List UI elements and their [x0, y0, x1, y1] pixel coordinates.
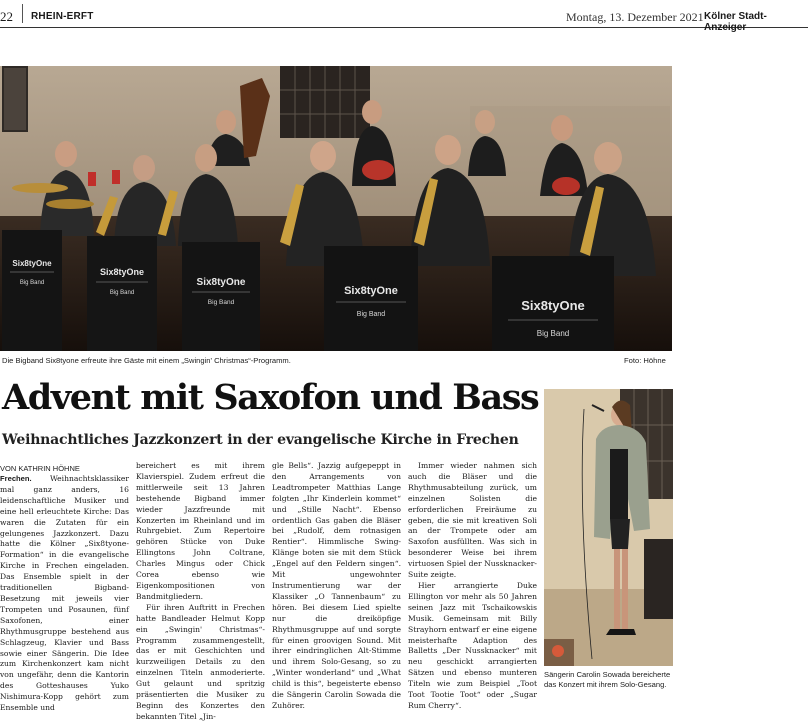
- stand-sub-1: Big Band: [19, 280, 45, 286]
- article-paragraph: gle Bells“. Jazzig aufgepeppt in den Arrangements von Leadtrompeter Matthias Lange folgten „Ihr Kinderlein kommet“ und „Stille Nacht“. Ebenso ordentlich Gas gaben die Bläser bei „Rudolf, dem rotnasigen Rentier“. Himmlische Swing-Klänge boten sie mit dem Stück „Engel auf den Feldern singen“. Mit ungewohnter Instrumentierung war der Klassiker „O Tannenbaum“ zu hören. Bei diesem Lied spielte nur die dreiköpfige Rhythmusgruppe auf und sorgte für einen groovigen Sound. Mit ihrer eindringlichen Alt-Stimme und ihrem Solo-Gesang, so zu „Winter wonderland“ und „What child is this“, begeisterte ebenso die Sängerin Carolin Sowada die Zuhörer.: [272, 461, 401, 710]
- issue-date: Montag, 13. Dezember 2021: [566, 10, 704, 24]
- stand-sub-3: Big Band: [207, 299, 235, 306]
- article-paragraph: [0, 474, 129, 714]
- singer-photo: [544, 389, 673, 666]
- stand-logo-4: Six8tyOne: [344, 285, 398, 297]
- newspaper-name: Kölner Stadt-Anzeiger: [704, 11, 767, 33]
- stand-sub-4: Big Band: [356, 311, 386, 318]
- header-divider: [22, 4, 23, 23]
- stand-logo-2: Six8tyOne: [99, 267, 145, 277]
- stand-sub-5: Big Band: [536, 329, 570, 338]
- stand-logo-1: Six8tyOne: [12, 259, 52, 268]
- article-paragraph: Hier arrangierte Duke Ellington vor mehr als 50 Jahren seinen Jazz mit Tschaikowskis Musik. Gemeinsam mit Billy Strayhorn entwarf er eine eigene meisterhafte Adaption des Balletts „Der Nussknacker“ mit neu geschickt arrangierten Sätzen und ebenso munteren Titeln wie zum Beispiel „Toot Toot Tootie Toot“ oder „Sugar Rum Cherry“.: [408, 580, 537, 710]
- article-paragraph: bereichert es mit ihrem Klavierspiel. Zudem erfreut die mittlerweile seit 13 Jahren bestehende Bigband immer wieder Jazzfreunde mit Konzerten im Rheinland und im Ruhrgebiet. Zum Repertoire gehören Stücke von Duke Ellingtons John Coltrane, Charles Mingus oder Chick Corea ebenso wie Eigenkompositionen von Bandmitgliedern.: [136, 461, 265, 601]
- stand-logo-5: Six8tyOne: [521, 298, 585, 313]
- article-column-1: [0, 474, 129, 714]
- stand-sub-2: Big Band: [109, 290, 135, 296]
- section-name: RHEIN-ERFT: [31, 11, 94, 22]
- paragraph-text: Weihnachtsklassiker mal ganz anders, 16 leidenschaftliche Musiker und eine hell erleuchtete Kirche: Das waren die Zutaten für ein gelungenes Jazzkonzert. Dazu hatte die Kölner „Six8tyone-Formation“ in die evangelische Kirche in Frechen eingeladen. Das Ensemble spielt in der traditionellen Bigband-Besetzung mit jeweils vier Trompeten und Posaunen, fünf Saxofonen, einer Rhythmusgruppe bestehend aus Schlagzeug, Klavier und Bass sowie einer Sängerin. Die Idee zum Kirchenkonzert kam nicht von ungefähr, denn die Kantorin des Gotteshauses Yuko Nishimura-Kopp gehört zum Ensemble und: [0, 474, 129, 713]
- main-photo-credit: Foto: Höhne: [624, 356, 666, 365]
- article-byline: VON KATHRIN HÖHNE: [0, 464, 80, 473]
- bigband-photo: [0, 66, 672, 351]
- page-number: 22: [0, 9, 13, 24]
- dateline: Frechen.: [0, 474, 32, 483]
- article-column-2: [136, 461, 265, 723]
- article-column-4: [408, 461, 537, 712]
- article-headline: Advent mit Saxofon und Bass: [2, 377, 539, 418]
- page-header: [0, 0, 808, 33]
- article-paragraph: Immer wieder nahmen sich auch die Bläser und die Rhythmusabteilung zurück, um einzelnen Solisten die erforderlichen Freiräume zu geben, die sie mit kreativen Soli an der Trompete oder am Saxofon ausfüllten. Was sich in besonderer Weise bei ihrem virtuosen Spiel der Nussknacker-Suite zeigte.: [408, 461, 537, 580]
- article-paragraph: Für ihren Auftritt in Frechen hatte Bandleader Helmut Kopp ein „Swingin' Christmas“-Programm zusammengestellt, das er mit Geschichten und kurzweiligen Details zu den einzelnen Titeln anmoderierte. Gut gelaunt und spritzig präsentierten die Musiker zu Beginn des Konzertes den bekannten Titel „Jin-: [136, 602, 265, 721]
- stand-logo-3: Six8tyOne: [196, 277, 246, 288]
- main-photo-caption: Die Bigband Six8tyone erfreute ihre Gäste mit einem „Swingin' Christmas“-Programm.: [2, 356, 291, 365]
- article-subheadline: Weihnachtliches Jazzkonzert in der evangelische Kirche in Frechen: [2, 432, 519, 448]
- singer-photo-caption: Sängerin Carolin Sowada bereicherte das Konzert mit ihrem Solo-Gesang.: [544, 670, 671, 689]
- article-column-3: [272, 461, 401, 712]
